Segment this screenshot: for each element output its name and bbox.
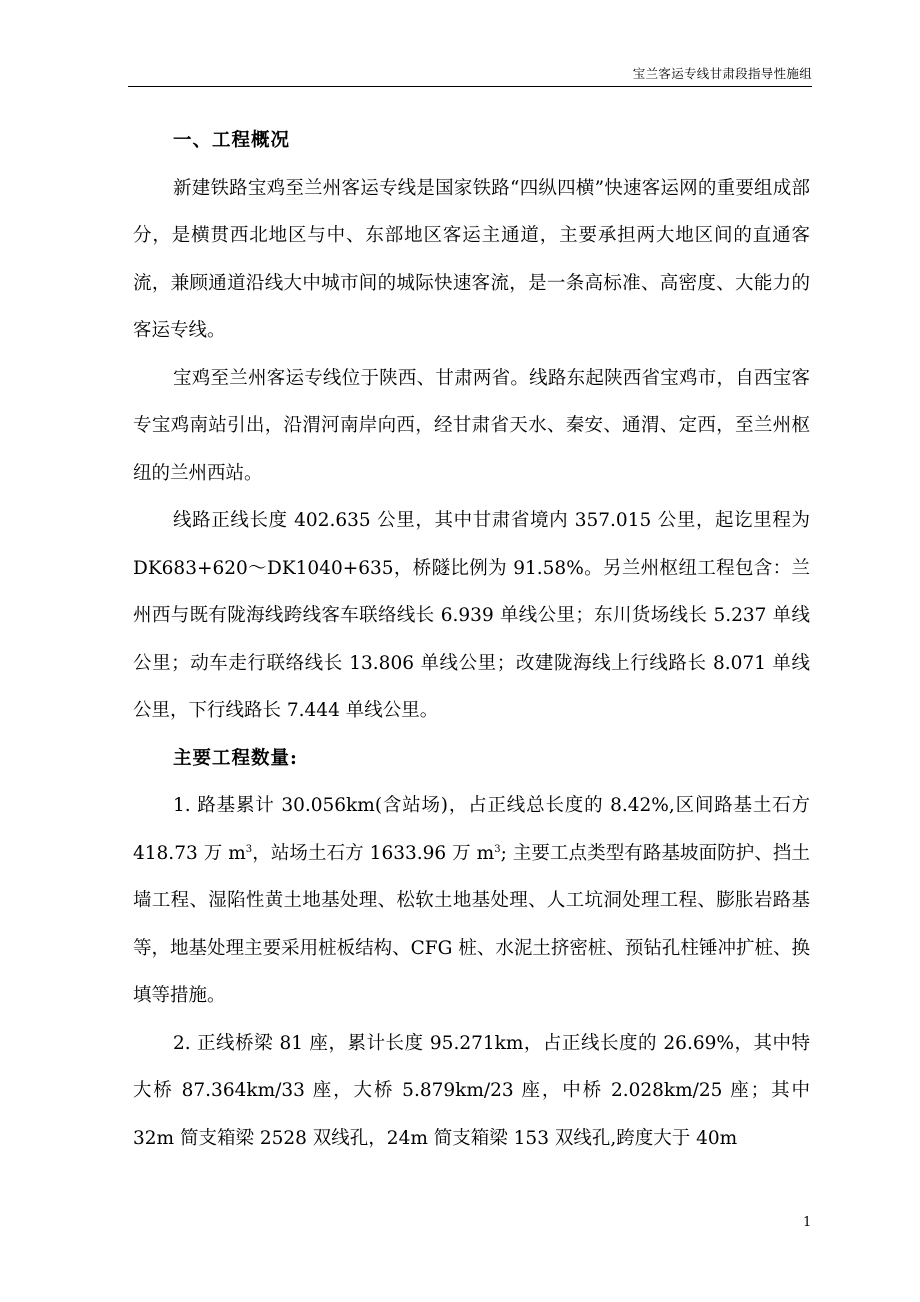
header-title: 宝兰客运专线甘肃段指导性施组 <box>632 66 812 81</box>
section-heading: 一、工程概况 <box>173 130 291 151</box>
subgrade-text-c: ; 主要工点类型有路基坡面防护、挡土墙工程、湿陷性黄土地基处理、松软土地基处理、人工坑洞处理工程、膨胀岩路基等，地基处理主要采用桩板结构、CFG 桩、水泥土挤密桩、预钻孔柱锤冲扩桩、换填等措施。 <box>133 842 810 1006</box>
page-header <box>128 62 812 87</box>
quantities-heading: 主要工程数量: <box>173 747 298 769</box>
list-item-subgrade <box>133 782 810 1020</box>
paragraph-length: 线路正线长度 402.635 公里，其中甘肃省境内 357.015 公里，起讫里程为 DK683+620～DK1040+635，桥隧比例为 91.58%。另兰州枢纽工程包含：兰州西与既有陇海线跨线客车联络线长 6.939 单线公里；东川货场线长 5.237 单线公里；动车走行联络线长 13.806 单线公里；改建陇海线上行线路长 8.071 单线公里，下行线路长 7.444 单线公里。 <box>133 510 810 721</box>
paragraph-route: 宝鸡至兰州客运专线位于陕西、甘肃两省。线路东起陕西省宝鸡市，自西宝客专宝鸡南站引出，沿渭河南岸向西，经甘肃省天水、秦安、通渭、定西，至兰州枢纽的兰州西站。 <box>133 367 810 484</box>
page-number: 1 <box>803 1215 812 1230</box>
superscript: 3 <box>245 843 253 855</box>
paragraph-overview: 新建铁路宝鸡至兰州客运专线是国家铁路“四纵四横”快速客运网的重要组成部分，是横贯西北地区与中、东部地区客运主通道，主要承担两大地区间的直通客流，兼顾通道沿线大中城市间的城际快速客流，是一条高标准、高密度、大能力的客运专线。 <box>133 177 810 341</box>
document-body <box>133 117 810 1162</box>
subgrade-text-a: 1. 路基累计 30.056km(含站场)，占正线总长度的 8.42%,区间路基土石方 418.73 万 m <box>133 795 810 864</box>
superscript: 3 <box>494 843 501 855</box>
subgrade-text-b: ，站场土石方 1633.96 万 m <box>252 842 495 864</box>
list-item-bridges: 2. 正线桥梁 81 座，累计长度 95.271km，占正线长度的 26.69%，其中特大桥 87.364km/33 座，大桥 5.879km/23 座，中桥 2.028km/25 座；其中 32m 简支箱梁 2528 双线孔，24m 简支箱梁 153 双线孔,跨度大于 40m <box>133 1032 810 1149</box>
